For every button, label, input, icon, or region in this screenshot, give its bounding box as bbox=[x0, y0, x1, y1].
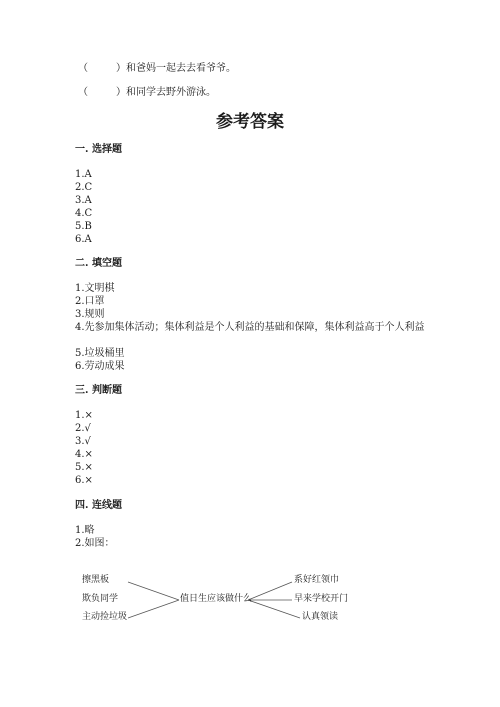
answer-item: 3.√ bbox=[75, 436, 91, 447]
section-heading-fill: 二. 填空题 bbox=[75, 258, 122, 269]
left-item: 主动捡垃圾 bbox=[82, 612, 128, 622]
answer-item: 2.C bbox=[75, 182, 93, 193]
answer-item: 5.× bbox=[75, 462, 93, 473]
answer-item: 6.劳动成果 bbox=[75, 361, 125, 372]
answer-item: 4.先参加集体活动；集体利益是个人利益的基础和保障，集体利益高于个人利益 bbox=[75, 322, 425, 333]
fill-item-text: 和爸妈一起去去看爷爷。 bbox=[126, 63, 236, 74]
answer-item: 6.× bbox=[75, 475, 93, 486]
page-title: 参考答案 bbox=[216, 112, 284, 132]
right-item: 早来学校开门 bbox=[294, 594, 349, 604]
answer-item: 5.垃圾桶里 bbox=[75, 348, 125, 359]
connector-line bbox=[248, 600, 300, 618]
answer-item: 1.略 bbox=[75, 525, 95, 536]
answer-item: 3.A bbox=[75, 195, 92, 206]
connector-line bbox=[128, 600, 179, 618]
connector-line bbox=[128, 582, 179, 600]
fill-item-text: 和同学去野外游泳。 bbox=[126, 87, 216, 98]
answer-item: 2.√ bbox=[75, 423, 91, 434]
section-heading-match: 四. 连线题 bbox=[75, 500, 122, 511]
answer-item: 5.B bbox=[75, 221, 92, 232]
right-item: 系好红领巾 bbox=[294, 575, 340, 585]
center-item: 值日生应该做什么 bbox=[180, 594, 253, 604]
section-heading-choice: 一. 选择题 bbox=[75, 144, 122, 155]
close-paren: ） bbox=[116, 63, 126, 74]
open-paren: （ bbox=[78, 87, 88, 98]
section-heading-judge: 三. 判断题 bbox=[75, 385, 122, 396]
answer-item: 2.如图： bbox=[75, 538, 115, 549]
answer-item: 2.口罩 bbox=[75, 296, 105, 307]
connector-line bbox=[248, 582, 292, 600]
left-item: 欺负同学 bbox=[82, 594, 119, 604]
right-item: 认真领读 bbox=[302, 612, 339, 622]
answer-item: 1.× bbox=[75, 410, 93, 421]
close-paren: ） bbox=[116, 87, 126, 98]
answer-item: 4.C bbox=[75, 208, 93, 219]
answer-item: 1.A bbox=[75, 169, 92, 180]
left-item: 擦黑板 bbox=[82, 575, 110, 585]
answer-item: 1.文明棋 bbox=[75, 283, 115, 294]
answer-item: 6.A bbox=[75, 234, 92, 245]
answer-item: 3.规则 bbox=[75, 309, 105, 320]
answer-item: 4.× bbox=[75, 449, 93, 460]
open-paren: （ bbox=[78, 63, 88, 74]
